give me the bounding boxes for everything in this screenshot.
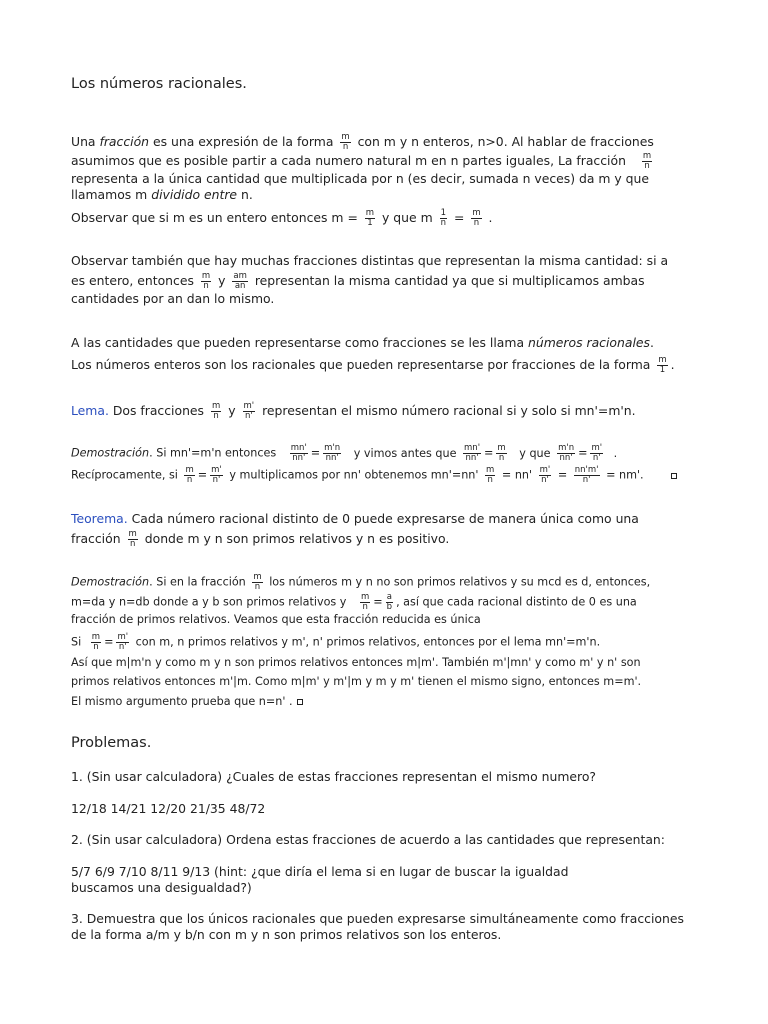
fraction-m-1: $\frac{m}{1}$ — [365, 208, 375, 228]
proof-line: Demostración. Si mn'=m'n entonces $\frac{mn'}{nn'}$ = $\frac{m'n}{nn'}$ y vimos antes que $\frac{mn'}{nn'}$ = $\frac{m}{n}$ y que $\frac{m'n}{nn'}$ = $\frac{m'}{n'}$ . — [71, 443, 618, 463]
fraction-mnp-nnp: $\frac{mn'}{nn'}$ — [464, 443, 481, 463]
theorem-statement: Teorema. Cada número racional distinto de 0 puede expresarse de manera única como una — [71, 511, 639, 526]
fraction-mp-np: $\frac{m'}{n'}$ — [539, 465, 551, 485]
proof-line: Demostración. Si en la fracción $\frac{m}{n}$ los números m y n no son primos relativos y su mcd es d, entonces, — [71, 572, 651, 592]
proof-line: Recíprocamente, si $\frac{m}{n}$ = $\frac{m'}{n'}$ y multiplicamos por nn' obtenemos mn'=nn' $\frac{m}{n}$ = nn' $\frac{m'}{n'}$ = $\frac{nn'm'}{n'}$ = nm'. — [71, 466, 677, 485]
problem-3: 3. Demuestra que los únicos racionales que pueden expresarse simultáneamente como fracciones — [71, 911, 684, 926]
paragraph-line: llamamos m dividido entre n. — [71, 187, 253, 202]
fraction-m-n: $\frac{m}{n}$ — [91, 632, 101, 652]
fraction-mp-np: $\frac{m'}{n'}$ — [117, 632, 129, 652]
paragraph-line: fracción $\frac{m}{n}$ donde m y n son primos relativos y n es positivo. — [71, 529, 450, 549]
qed-square-icon — [297, 699, 303, 705]
fraction-m-n: $\frac{m}{n}$ — [185, 465, 194, 485]
fraction-1-n: $\frac{1}{n}$ — [440, 208, 447, 228]
fraction-m-n: $\frac{m}{n}$ — [201, 271, 211, 291]
fraction-m-n: $\frac{m}{n}$ — [486, 465, 495, 485]
fraction-m-n: $\frac{m}{n}$ — [497, 443, 506, 463]
paragraph-line: es entero, entonces $\frac{m}{n}$ y $\frac{am}{an}$ representan la misma cantidad ya que si multiplicamos ambas — [71, 271, 645, 291]
fraction-mp-np: $\frac{m'}{n'}$ — [211, 465, 222, 485]
proof-line: Si $\frac{m}{n}$ = $\frac{m'}{n'}$ con m, n primos relativos y m', n' primos relativos, entonces por el lema mn'=m'n. — [71, 632, 601, 652]
proof-line: m=da y n=db donde a y b son primos relativos y $\frac{m}{n}$ = $\frac{a}{b}$ , así que cada racional distinto de 0 es una — [71, 592, 637, 612]
paragraph-line: A las cantidades que pueden representarse como fracciones se les llama números racionales. — [71, 335, 654, 350]
proof-line: primos relativos entonces m'|m. Como m|m' y m'|m y m y m' tienen el mismo signo, entonces m=m'. — [71, 675, 642, 688]
problem-2-values: 5/7 6/9 7/10 8/11 9/13 (hint: ¿que diría el lema si en lugar de buscar la igualdad — [71, 864, 569, 879]
problem-1: 1. (Sin usar calculadora) ¿Cuales de estas fracciones representan el mismo numero? — [71, 769, 597, 784]
paragraph-line: Observar también que hay muchas fracciones distintas que representan la misma cantidad: si a — [71, 253, 669, 268]
fraction-mpn-npn: $\frac{m'n}{nn'}$ — [558, 443, 575, 463]
fraction-mnp-nnp: $\frac{mn'}{nn'}$ — [290, 443, 307, 463]
fraction-m-n: $\frac{m}{n}$ — [128, 529, 137, 549]
fraction-nnpmp-np: $\frac{nn'm'}{n'}$ — [574, 465, 599, 485]
fraction-m-n: $\frac{m}{n}$ — [211, 401, 221, 421]
problem-3: de la forma a/m y b/n con m y n son primos relativos son los enteros. — [71, 927, 502, 942]
problem-1-values: 12/18 14/21 12/20 21/35 48/72 — [71, 801, 266, 816]
lemma-label: Lema. — [71, 403, 109, 418]
fraction-a-b: $\frac{a}{b}$ — [386, 592, 393, 612]
fraction-m-n: $\frac{m}{n}$ — [341, 132, 350, 152]
problem-2: 2. (Sin usar calculadora) Ordena estas fracciones de acuerdo a las cantidades que representan: — [71, 832, 665, 847]
proof-line: El mismo argumento prueba que n=n' . — [71, 694, 303, 710]
fraction-mp-np: $\frac{m'}{n'}$ — [591, 443, 603, 463]
theorem-label: Teorema. — [71, 511, 128, 526]
problem-2-values: buscamos una desigualdad?) — [71, 880, 252, 895]
fraction-m-1: $\frac{m}{1}$ — [658, 355, 667, 375]
paragraph-line: asumimos que es posible partir a cada numero natural m en n partes iguales, La fracción $\frac{m}{n}$ — [71, 151, 652, 171]
lemma-statement: Lema. Dos fracciones $\frac{m}{n}$ y $\frac{m'}{n'}$ representan el mismo número racional si y solo si mn'=m'n. — [71, 401, 636, 421]
fraction-mp-np: $\frac{m'}{n'}$ — [243, 401, 255, 421]
paragraph-line: representa a la única cantidad que multiplicada por n (es decir, sumada n veces) da m y que — [71, 171, 650, 186]
fraction-am-an: $\frac{am}{an}$ — [233, 271, 247, 291]
fraction-m-n: $\frac{m}{n}$ — [642, 151, 652, 171]
paragraph-line: Una fracción es una expresión de la forma $\frac{m}{n}$ con m y n enteros, n>0. Al hablar de fracciones — [71, 132, 654, 152]
fraction-mpn-npn: $\frac{m'n}{nn'}$ — [324, 443, 341, 463]
problems-heading: Problemas. — [71, 735, 152, 751]
fraction-m-n: $\frac{m}{n}$ — [253, 572, 262, 592]
proof-line: Así que m|m'n y como m y n son primos relativos entonces m|m'. También m'|mn' y como m' y n' son — [71, 656, 641, 669]
paragraph-line: Observar que si m es un entero entonces m = $\frac{m}{1}$ y que m $\frac{1}{n}$ = $\frac{m}{n}$ . — [71, 208, 493, 228]
paragraph-line: cantidades por an dan lo mismo. — [71, 291, 275, 306]
fraction-m-n: $\frac{m}{n}$ — [472, 208, 481, 228]
qed-square-icon — [671, 473, 677, 479]
fraction-m-n: $\frac{m}{n}$ — [361, 592, 370, 612]
page-title: Los números racionales. — [71, 76, 247, 92]
proof-line: fracción de primos relativos. Veamos que esta fracción reducida es única — [71, 613, 481, 626]
paragraph-line: Los números enteros son los racionales que pueden representarse por fracciones de la forma $\frac{m}{1}$ . — [71, 355, 675, 375]
